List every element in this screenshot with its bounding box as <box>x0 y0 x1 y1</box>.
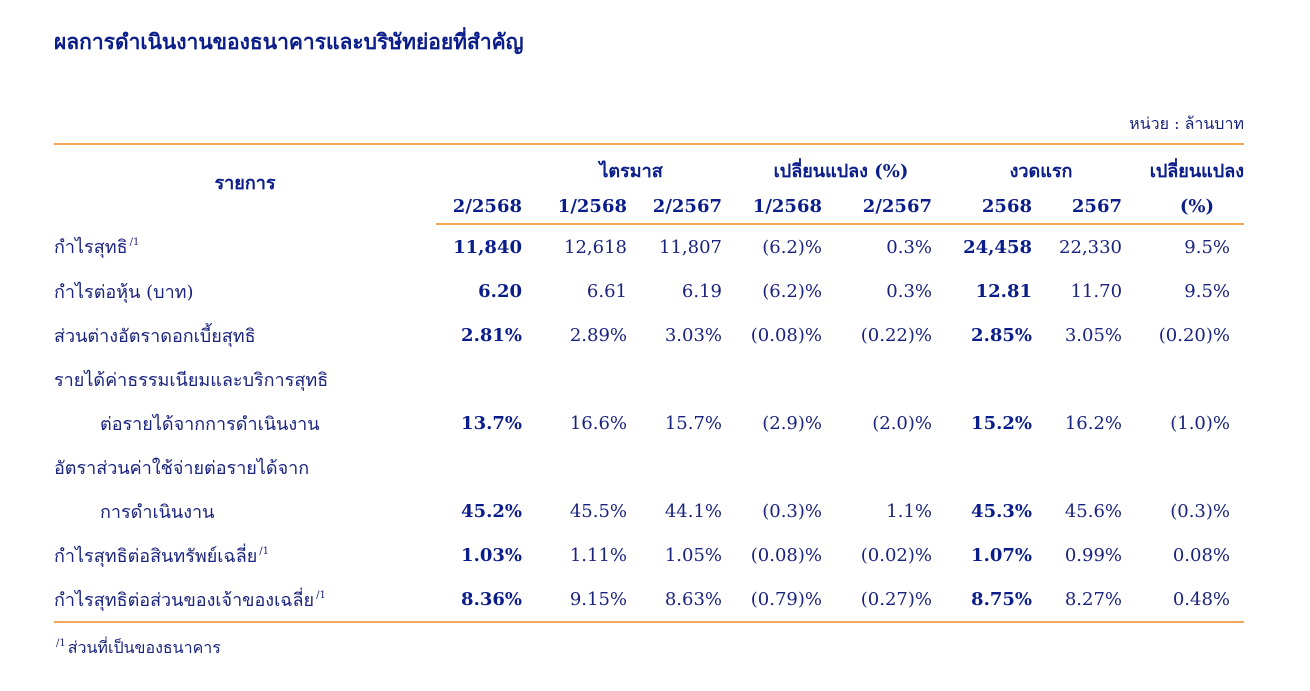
cell: (0.02)% <box>860 544 932 566</box>
cell: 45.5% <box>569 500 627 522</box>
col-header: (%) <box>1136 189 1244 224</box>
cell: 1.11% <box>569 544 627 566</box>
table-row <box>54 577 1244 622</box>
cell: 45.2% <box>461 500 522 522</box>
cell: 45.6% <box>1064 500 1123 522</box>
page-title: ผลการดำเนินงานของธนาคารและบริษัทย่อยที่สำคัญ <box>54 29 524 54</box>
cell: (2.0)% <box>872 412 932 434</box>
cell: (0.20)% <box>1158 324 1231 346</box>
header-item: รายการ <box>54 144 436 224</box>
col-header: 2568 <box>946 189 1046 224</box>
cell: 1.1% <box>886 500 932 522</box>
header-row-groups <box>54 144 1244 189</box>
table-row <box>54 401 1244 445</box>
cell: (2.9)% <box>762 412 822 434</box>
cell: 0.3% <box>886 236 932 258</box>
cell: 11,807 <box>659 236 722 258</box>
cell: 9.15% <box>536 577 641 622</box>
cell: 0.99% <box>1064 544 1123 566</box>
table-row <box>54 489 1244 533</box>
cell: 15.7% <box>664 412 722 434</box>
cell: 6.61 <box>586 280 627 302</box>
cell: 6.20 <box>478 280 522 302</box>
cell: 3.03% <box>664 324 722 346</box>
cell: 2.89% <box>569 324 627 346</box>
cell: 8.36% <box>436 577 536 622</box>
footnote-text: ส่วนที่เป็นของธนาคาร <box>67 638 221 657</box>
cell: (1.0)% <box>1170 412 1231 434</box>
cell: 13.7% <box>461 412 522 434</box>
unit-label: หน่วย : ล้านบาท <box>1129 114 1244 133</box>
cell: 24,458 <box>963 236 1032 258</box>
row-label-continued: ต่อรายได้จากการดำเนินงาน <box>100 413 320 435</box>
header-group-change-quarter: เปลี่ยนแปลง (%) <box>736 144 946 189</box>
cell: (0.08)% <box>750 324 822 346</box>
cell: 6.19 <box>681 280 722 302</box>
cell: (0.79)% <box>736 577 836 622</box>
table-row-label-line <box>54 445 1244 489</box>
empty-cell <box>436 357 1244 401</box>
cell: 1.03% <box>461 544 522 566</box>
table-row-label-line <box>54 357 1244 401</box>
cell: (0.3)% <box>762 500 822 522</box>
cell: 44.1% <box>664 500 722 522</box>
cell: 15.2% <box>971 412 1032 434</box>
cell: 8.27% <box>1046 577 1136 622</box>
cell: 12,618 <box>564 236 627 258</box>
cell: 16.6% <box>569 412 627 434</box>
cell: 3.05% <box>1064 324 1123 346</box>
row-label: กำไรสุทธิต่อสินทรัพย์เฉลี่ย $^{/1}$ <box>54 545 270 567</box>
row-label: กำไรสุทธิ $^{/1}$ <box>54 237 140 258</box>
table-row <box>54 269 1244 313</box>
cell: 8.63% <box>641 577 736 622</box>
table-row <box>54 533 1244 577</box>
col-header: 2/2568 <box>436 189 536 224</box>
cell: 1.07% <box>971 544 1032 566</box>
cell: 0.3% <box>886 280 932 302</box>
row-label: กำไรสุทธิต่อส่วนของเจ้าของเฉลี่ย $^{/1}$ <box>54 577 436 622</box>
cell: 45.3% <box>971 500 1032 522</box>
cell: 0.08% <box>1172 544 1231 566</box>
row-label-continued: การดำเนินงาน <box>100 501 215 523</box>
cell: 8.75% <box>946 577 1046 622</box>
cell: 22,330 <box>1059 236 1123 258</box>
cell: (0.27)% <box>836 577 946 622</box>
row-label: กำไรต่อหุ้น (บาท) <box>54 281 194 303</box>
header-group-change-first: เปลี่ยนแปลง <box>1136 144 1244 189</box>
results-table <box>54 143 1244 623</box>
row-label: รายได้ค่าธรรมเนียมและบริการสุทธิ <box>54 369 329 391</box>
col-header: 2567 <box>1046 189 1136 224</box>
col-header: 1/2568 <box>736 189 836 224</box>
row-label: อัตราส่วนค่าใช้จ่ายต่อรายได้จาก <box>54 457 310 479</box>
cell: 0.48% <box>1136 577 1244 622</box>
cell: 1.05% <box>664 544 722 566</box>
cell: 11.70 <box>1070 280 1123 302</box>
cell: 2.85% <box>971 324 1032 346</box>
cell: (6.2)% <box>762 280 822 302</box>
header-group-first-period: งวดแรก <box>946 144 1136 189</box>
cell: 9.5% <box>1184 236 1231 258</box>
cell: 12.81 <box>975 280 1032 302</box>
cell: 9.5% <box>1184 280 1231 302</box>
col-header: 2/2567 <box>836 189 946 224</box>
cell: (0.22)% <box>860 324 932 346</box>
footnote <box>54 636 221 661</box>
cell: 2.81% <box>461 324 522 346</box>
table-row <box>54 224 1244 269</box>
row-label: ส่วนต่างอัตราดอกเบี้ยสุทธิ <box>54 325 256 347</box>
footnote-mark: /1 <box>56 638 66 649</box>
cell: 16.2% <box>1064 412 1123 434</box>
table-row <box>54 313 1244 357</box>
cell: (0.08)% <box>750 544 822 566</box>
header-group-quarter: ไตรมาส <box>436 144 736 189</box>
empty-cell <box>436 445 1244 489</box>
cell: (0.3)% <box>1170 500 1231 522</box>
cell: (6.2)% <box>762 236 822 258</box>
cell: 11,840 <box>453 236 522 258</box>
col-header: 1/2568 <box>536 189 641 224</box>
col-header: 2/2567 <box>641 189 736 224</box>
